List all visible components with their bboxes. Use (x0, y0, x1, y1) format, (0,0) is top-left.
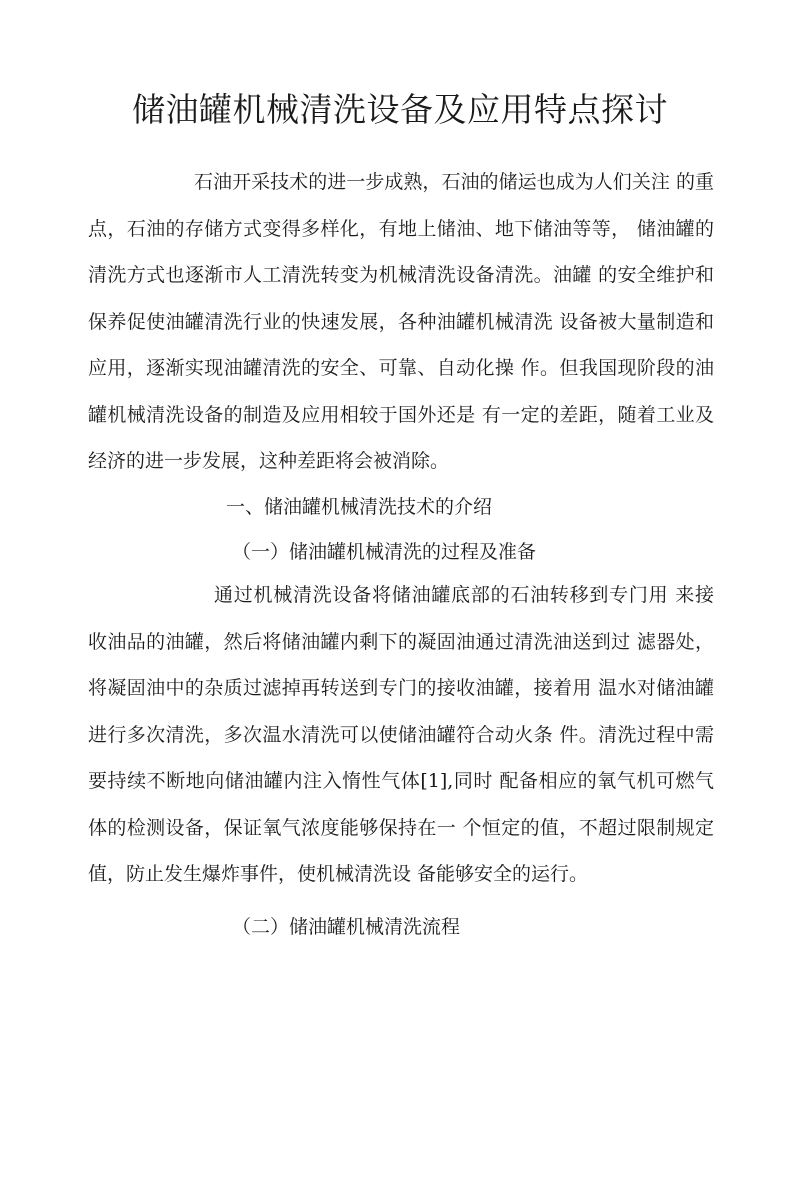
subsection-1-paragraph: 通过机械清洗设备将储油罐底部的石油转移到专门用 来接收油品的油罐，然后将储油罐内剩下的凝固油通过清洗油送到过 滤器处，将凝固油中的杂质过滤掉再转送到专门的接收油罐，接着用 温水对储油罐进行多次清洗，多次温水清洗可以使储油罐符合动火条 件。清洗过程中需要持续不断地向储油罐内注入惰性气体[1],同时 配备相应的氧气机可燃气体的检测设备，保证氧气浓度能够保持在一 个恒定的值，不超过限制规定值，防止发生爆炸事件，使机械清洗设 备能够安全的运行。 (88, 584, 714, 885)
intro-paragraph: 石油开采技术的进一步成熟，石油的储运也成为人们关注 的重点，石油的存储方式变得多样化，有地上储油、地下储油等等， 储油罐的清洗方式也逐渐市人工清洗转变为机械清洗设备清洗。油罐 的安全维护和保养促使油罐清洗行业的快速发展，各种油罐机械清洗 设备被大量制造和应用，逐渐实现油罐清洗的安全、可靠、自动化操 作。但我国现阶段的油罐机械清洗设备的制造及应用相较于国外还是 有一定的差距，随着工业及经济的进一步发展，这种差距将会被消除。 (88, 171, 714, 472)
section-heading-1: 一、储油罐机械清洗技术的介绍 (226, 496, 493, 518)
document-title: 储油罐机械清洗设备及应用特点探讨 (132, 90, 668, 129)
subsection-heading-1: （一）储油罐机械清洗的过程及准备 (232, 541, 537, 563)
subsection-heading-2: （二）储油罐机械清洗流程 (232, 916, 461, 938)
